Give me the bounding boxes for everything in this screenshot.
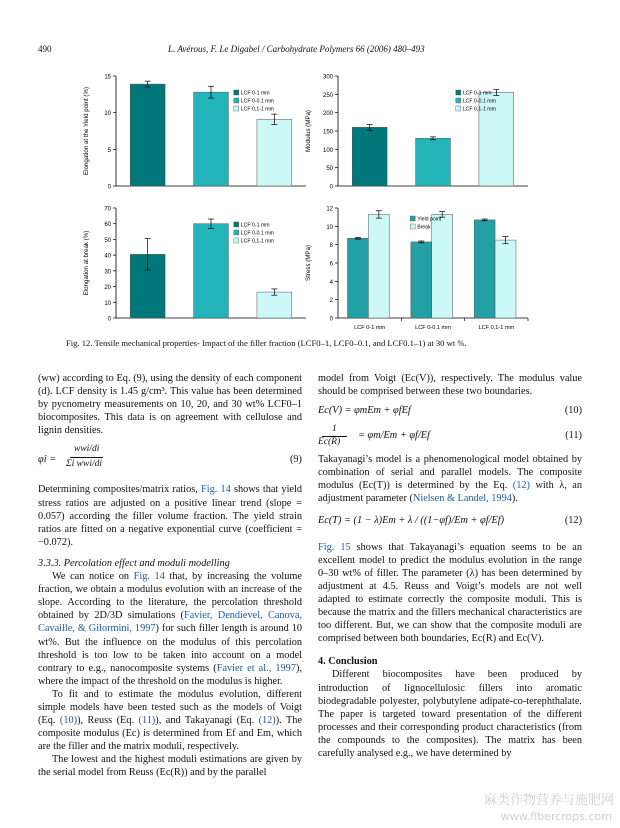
legend-label: Yield point (417, 216, 442, 223)
page-number: 490 (38, 44, 52, 54)
legend-swatch (234, 238, 239, 243)
bar (194, 92, 229, 186)
y-axis-label: Elongation at break (%) (83, 230, 90, 296)
left-column (38, 372, 302, 780)
equation-link[interactable]: (10) (59, 715, 78, 727)
bar (495, 240, 516, 318)
y-tick-label: 20 (104, 285, 111, 292)
legend-label: LCF 0-0.1 mm (462, 98, 496, 105)
equation-link[interactable]: (12) (258, 715, 276, 727)
y-tick-label: 5 (107, 147, 111, 154)
figure-link[interactable]: Fig. 15 (318, 541, 351, 553)
equation-number: (10) (564, 405, 582, 417)
equation-body: Ec(V) = φmEm + φfEf (318, 405, 411, 417)
equation-number: (12) (564, 514, 582, 526)
right-column (318, 372, 582, 760)
text: ) for such filler length is around 10 wt%. But the influence on the modulus of this percolation threshold is too low to be taken into account on a model contrary to e.g., nanocomposite systems ( (38, 623, 302, 674)
x-tick-label: LCF 0-0.1 mm (415, 325, 451, 331)
text: Determining composites/matrix ratios, (38, 484, 198, 496)
equation-denominator: Σi wwi/di (66, 459, 103, 470)
bar (352, 127, 387, 186)
figure-caption: Fig. 12. Tensile mechanical properties- Impact of the filler fraction (LCF0–1, LCF0–0.1, and LCF0.1–1) at 30 wt %. (66, 338, 467, 348)
equation-link[interactable]: (11) (138, 715, 156, 727)
y-axis-label: Stress (MPa) (305, 244, 312, 282)
legend-swatch (234, 106, 239, 111)
y-tick-label: 100 (322, 147, 333, 154)
y-tick-label: 0 (329, 184, 333, 191)
chart-stress (300, 202, 532, 338)
legend-label: LCF 0,1-1 mm (462, 106, 496, 113)
legend-swatch (410, 224, 415, 229)
section-heading: 3.3.3. Percolation effect and moduli modelling (38, 557, 230, 569)
paragraph: (ww) according to Eq. (9), using the density of each component (d). LCF density is 1.45 g/cm³. This value has been determined by pycnometry measurements on 10, 20, and 30 wt% LCF0–1 biocomposites. This data is on agreement with cellulose and lignin densities. (38, 373, 302, 437)
section-heading: 4. Conclusion (318, 656, 378, 668)
y-tick-label: 12 (326, 206, 333, 213)
y-tick-label: 6 (329, 261, 333, 268)
equation-12 (318, 514, 582, 531)
watermark-text: 麻类作物营养与施肥网 (483, 793, 614, 808)
chart-modulus (300, 70, 532, 196)
bar (348, 238, 369, 318)
paragraph: The lowest and the highest moduli estimations are given by the serial model from Reuss (Ec(R)) and by the parallel (38, 754, 302, 779)
chart-elongation-break (78, 202, 310, 328)
equation-rhs: = φm/Em + φf/Ef (358, 430, 430, 442)
legend-swatch (456, 98, 461, 103)
text: that, by increasing the volume fraction, we obtain a modulus evolution with an increase of the slope. According to the literature, the percolation threshold obtained by 2D/3D simulations ( (38, 571, 302, 622)
paragraph (38, 483, 302, 548)
y-tick-label: 30 (104, 269, 111, 276)
y-tick-label: 250 (322, 92, 333, 99)
text: ), Reuss (Eq. (77, 715, 135, 727)
equation-number: (9) (289, 454, 302, 466)
legend-label: LCF 0,1-1 mm (240, 238, 274, 245)
chart-elongation-yield (78, 70, 310, 196)
legend-swatch (456, 90, 461, 95)
paragraph (38, 570, 302, 688)
bar (416, 138, 451, 186)
bar (474, 220, 495, 318)
bar (257, 119, 292, 186)
equation-link[interactable]: (12) (512, 480, 530, 492)
bar (257, 292, 292, 318)
legend-swatch (456, 106, 461, 111)
legend-swatch (234, 230, 239, 235)
text: with λ, an adjustment parameter ( (318, 480, 582, 505)
y-tick-label: 50 (326, 166, 333, 173)
text: ). (511, 493, 518, 505)
y-tick-label: 10 (104, 300, 111, 307)
equation-number: (11) (565, 430, 582, 442)
paragraph: model from Voigt (Ec(V)), respectively. The modulus value should be comprised between these two boundaries. (318, 373, 582, 398)
reference-link[interactable]: Favier et al., 1997 (216, 662, 296, 674)
legend-label: LCF 0,1-1 mm (240, 106, 274, 113)
paragraph: Different biocomposites have been produced by introduction of lignocellulosic fillers into aromatic biodegradable polyester, polybutylene adipate-co-terephthalate. The paper is targeted toward presentation of the different processes and their corresponding product characteristics (from the compounds to the composites). The matrix has been carefully analysed e.g., we have determined by (318, 669, 582, 759)
text: Takayanagi’s model is a phenomenological model obtained by combination of serial and parallel models. The composite modulus (Ec(T)) is determined by the Eq. (318, 454, 582, 492)
equation-numerator: 1 (322, 423, 347, 437)
y-axis-label: Elongation at the Yield point (%) (83, 86, 90, 176)
equation-denominator: Ec(R) (318, 437, 341, 448)
reference-link[interactable]: Nielsen & Landel, 1994 (412, 493, 512, 505)
legend-label: LCF 0-1 mm (462, 90, 492, 97)
legend-swatch (234, 90, 239, 95)
reference-link[interactable]: Favier, Dendievel, Canova, Cavaille, & Gilormini, 1997 (38, 610, 302, 635)
running-header (38, 44, 582, 58)
y-tick-label: 8 (329, 243, 333, 250)
y-tick-label: 50 (104, 237, 111, 244)
legend-label: LCF 0-0.1 mm (240, 230, 274, 237)
legend-label: Break (417, 224, 431, 231)
y-tick-label: 4 (329, 279, 333, 286)
journal-citation: L. Avérous, F. Le Digabel / Carbohydrate Polymers 66 (2006) 480–493 (168, 44, 425, 54)
equation-11 (318, 423, 582, 451)
watermark-url: www.fibercrops.com (500, 810, 612, 823)
y-tick-label: 0 (107, 316, 111, 323)
legend-label: LCF 0-1 mm (240, 222, 270, 229)
y-tick-label: 10 (104, 111, 111, 118)
y-tick-label: 2 (329, 298, 333, 305)
y-tick-label: 60 (104, 222, 111, 229)
y-axis-label: Modulus (MPa) (305, 110, 312, 152)
x-tick-label: LCF 0-1 mm (354, 325, 386, 331)
equation-10 (318, 404, 582, 421)
figure-link[interactable]: Fig. 14 (201, 484, 231, 496)
text: We can notice on (52, 571, 130, 583)
text: ), where the impact of the threshold on the modulus is higher. (38, 662, 302, 687)
x-tick-label: LCF 0,1-1 mm (478, 325, 515, 331)
bar (411, 242, 432, 318)
text: To fit and to estimate the modulus evolution, different simple models have been tested such as the models of Voigt (Eq. (38, 688, 302, 727)
bar (194, 224, 229, 318)
equation-9 (38, 443, 302, 477)
legend-swatch (234, 98, 239, 103)
bar (130, 84, 165, 186)
legend-label: LCF 0-1 mm (240, 90, 270, 97)
text: shows that yield stress ratios are adjusted on a positive linear trend (slope = 0.057) according the filler volume fraction. The yield strain ratios are fitted on a negative exponential curve (coefficient = −0.072). (38, 484, 303, 548)
bar (368, 214, 389, 318)
legend-swatch (234, 222, 239, 227)
text: shows that Takayanagi’s equation seems to be an excellent model to predict the modulus evolution in the range 0–30 wt% of filler. The parameter (λ) has been determined by adjustment at 4.5. Reuss and Voigt’s models are not well adapted to estimate correctly the composite moduli. This is because the matrix and the fillers mechanical characteristics are too different. But, we can show that the composite moduli are comprised between both boundaries, Ec(R) and Ec(V). (318, 541, 582, 645)
y-tick-label: 150 (322, 129, 333, 136)
paragraph (318, 453, 582, 505)
equation-body: Ec(T) = (1 − λ)Em + λ / ((1−φf)/Em + φf/Ef) (318, 514, 505, 526)
y-tick-label: 40 (104, 253, 111, 260)
equation-numerator: wwi/di (70, 443, 103, 457)
paragraph (318, 541, 582, 646)
text: ), and Takayanagi (Eq. (155, 715, 255, 727)
y-tick-label: 70 (104, 206, 111, 213)
y-tick-label: 0 (107, 184, 111, 191)
figure-link[interactable]: Fig. 14 (133, 571, 165, 583)
text: ). The composite modulus (Ec) is determined from Ef and Em, which are the filler and the matrix moduli, respectively. (38, 715, 303, 753)
y-tick-label: 300 (322, 74, 333, 81)
y-tick-label: 15 (104, 74, 111, 81)
equation-lhs: φi = (38, 454, 57, 466)
legend-swatch (410, 216, 415, 221)
paragraph (38, 688, 302, 753)
y-tick-label: 0 (329, 316, 333, 323)
bar (432, 214, 453, 318)
legend-label: LCF 0-0.1 mm (240, 98, 274, 105)
y-tick-label: 200 (322, 111, 333, 118)
y-tick-label: 10 (326, 224, 333, 231)
